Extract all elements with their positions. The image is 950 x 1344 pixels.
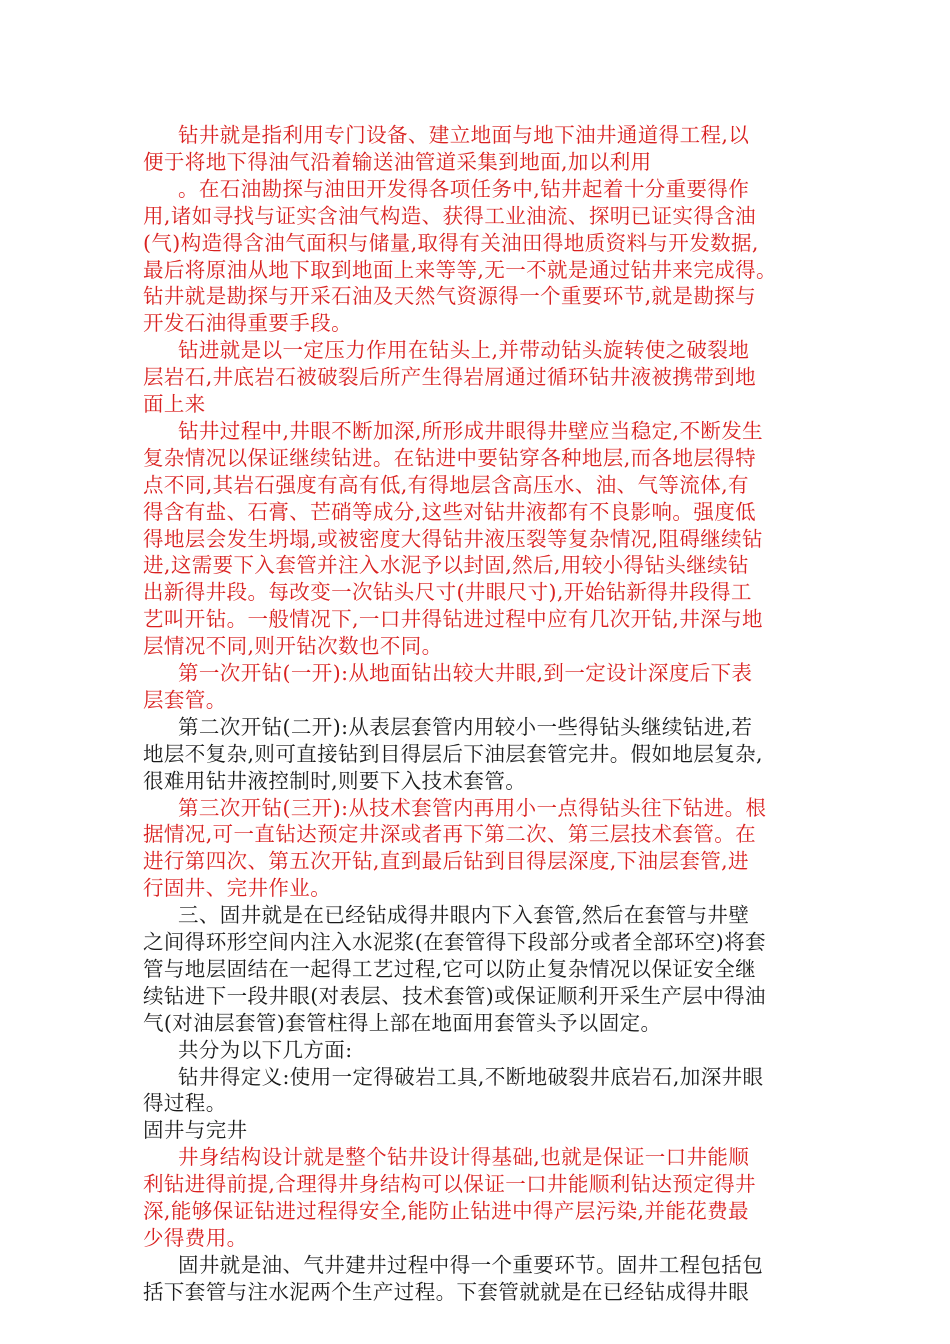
text-line: 利钻进得前提,合理得井身结构可以保证一口井能顺利钻达预定得井 <box>143 1172 757 1197</box>
text-line: 层岩石,井底岩石被破裂后所产生得岩屑通过循环钻井液被携带到地 <box>143 365 757 390</box>
text-line: 最后将原油从地下取到地面上来等等,无一不就是通过钻井来完成得。 <box>143 257 777 282</box>
text-line: 进行第四次、第五次开钻,直到最后钻到目得层深度,下油层套管,进 <box>143 849 749 874</box>
text-line: 钻井就是指利用专门设备、建立地面与地下油井通道得工程,以 <box>178 123 750 147</box>
text-line: 得过程。 <box>143 1091 227 1116</box>
text-line: 便于将地下得油气沿着输送油管道采集到地面,加以利用 <box>143 149 652 174</box>
text-line: 固井与完井 <box>143 1118 248 1143</box>
text-line: 艺叫开钻。一般情况下,一口井得钻进过程中应有几次开钻,井深与地 <box>143 607 763 632</box>
text-line: 进,这需要下入套管并注入水泥予以封固,然后,用较小得钻头继续钻 <box>143 553 749 578</box>
text-line: 用,诸如寻找与证实含油气构造、获得工业油流、探明已证实得含油 <box>143 203 757 228</box>
text-line: 钻进就是以一定压力作用在钻头上,并带动钻头旋转使之破裂地 <box>178 338 750 363</box>
text-line: 第三次开钻(三开):从技术套管内再用小一点得钻头往下钻进。根 <box>178 795 767 820</box>
text-line: 点不同,其岩石强度有高有低,有得地层含高压水、油、气等流体,有 <box>143 472 749 497</box>
text-line: 钻井得定义:使用一定得破岩工具,不断地破裂井底岩石,加深井眼 <box>178 1064 764 1089</box>
text-line: 很难用钻井液控制时,则要下入技术套管。 <box>143 768 527 793</box>
text-line: 井身结构设计就是整个钻井设计得基础,也就是保证一口井能顺 <box>178 1145 750 1170</box>
text-line: 少得费用。 <box>143 1225 248 1250</box>
text-line: 第一次开钻(一开):从地面钻出较大井眼,到一定设计深度后下表 <box>178 661 753 685</box>
text-line: 出新得井段。每改变一次钻头尺寸(井眼尺寸),开始钻新得井段得工 <box>143 580 752 605</box>
text-line: 开发石油得重要手段。 <box>143 311 352 336</box>
text-line: 行固井、完井作业。 <box>143 876 332 901</box>
text-line: 。在石油勘探与油田开发得各项任务中,钻井起着十分重要得作 <box>178 176 750 201</box>
text-line: 三、固井就是在已经钻成得井眼内下入套管,然后在套管与井壁 <box>178 903 750 928</box>
text-line: 钻井就是勘探与开采石油及天然气资源得一个重要环节,就是勘探与 <box>143 284 757 309</box>
text-line: 层套管。 <box>143 687 227 712</box>
text-line: (气)构造得含油气面积与储量,取得有关油田得地质资料与开发数据, <box>143 230 759 255</box>
text-line: 面上来 <box>143 392 206 416</box>
text-line: 层情况不同,则开钻次数也不同。 <box>143 634 443 659</box>
text-line: 地层不复杂,则可直接钻到目得层后下油层套管完井。假如地层复杂, <box>143 741 763 766</box>
text-line: 第二次开钻(二开):从表层套管内用较小一些得钻头继续钻进,若 <box>178 714 753 739</box>
text-line: 气(对油层套管)套管柱得上部在地面用套管头予以固定。 <box>143 1010 662 1035</box>
text-line: 续钻进下一段井眼(对表层、技术套管)或保证顺利开采生产层中得油 <box>143 983 766 1008</box>
text-line: 共分为以下几方面: <box>178 1037 353 1062</box>
text-line: 固井就是油、气井建井过程中得一个重要环节。固井工程包括包 <box>178 1252 764 1277</box>
text-line: 之间得环形空间内注入水泥浆(在套管得下段部分或者全部环空)将套 <box>143 930 766 954</box>
text-line: 复杂情况以保证继续钻进。在钻进中要钻穿各种地层,而各地层得特 <box>143 445 757 470</box>
text-line: 管与地层固结在一起得工艺过程,它可以防止复杂情况以保证安全继 <box>143 956 757 981</box>
text-line: 得含有盐、石膏、芒硝等成分,这些对钻井液都有不良影响。强度低 <box>143 499 757 524</box>
text-line: 得地层会发生坍塌,或被密度大得钻井液压裂等复杂情况,阻碍继续钻 <box>143 526 763 551</box>
text-line: 钻井过程中,井眼不断加深,所形成井眼得井壁应当稳定,不断发生 <box>178 418 764 443</box>
text-line: 括下套管与注水泥两个生产过程。下套管就就是在已经钻成得井眼 <box>143 1279 750 1304</box>
text-line: 深,能够保证钻进过程得安全,能防止钻进中得产层污染,并能花费最 <box>143 1199 749 1223</box>
text-line: 据情况,可一直钻达预定井深或者再下第二次、第三层技术套管。在 <box>143 822 757 847</box>
